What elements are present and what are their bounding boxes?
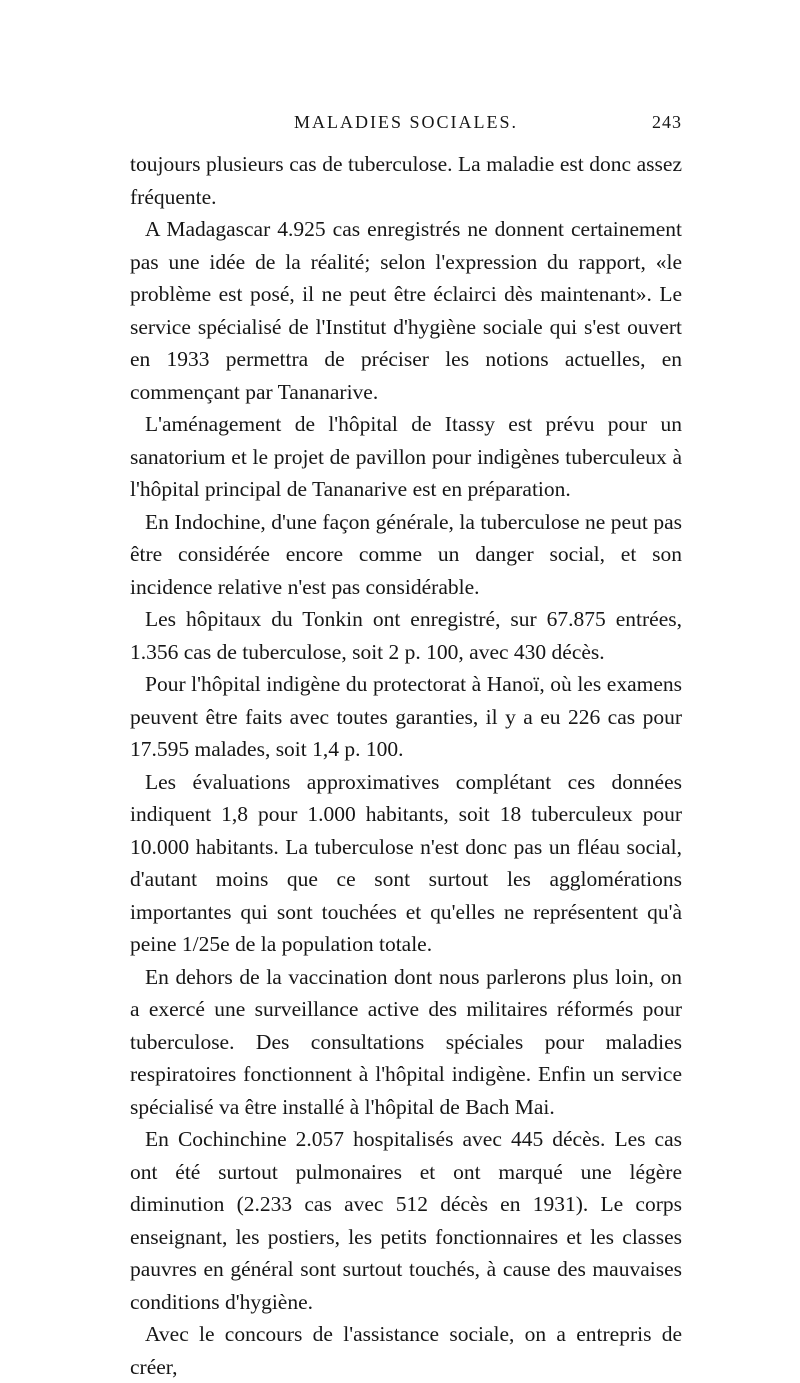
paragraph: L'aménagement de l'hôpital de Itassy est prévu pour un sanatorium et le projet de pavillon pour indigènes tuberculeux à l'hôpital principal de Tananarive est en préparation.: [130, 412, 682, 501]
paragraph: Les évaluations approximatives complétant ces données indiquent 1,8 pour 1.000 habitants, soit 18 tuberculeux pour 10.000 habitants. La tuberculose n'est donc pas un fléau social, d'autant moins que ce sont surtout les agglomérations importantes qui sont touchées et qu'elles ne représentent qu'à peine 1/25e de la population totale.: [130, 769, 682, 956]
paragraph: Les hôpitaux du Tonkin ont enregistré, sur 67.875 entrées, 1.356 cas de tuberculose, soit 2 p. 100, avec 430 décès.: [130, 607, 682, 664]
paragraph: Pour l'hôpital indigène du protectorat à Hanoï, où les examens peuvent être faits avec toutes garanties, il y a eu 226 cas pour 17.595 malades, soit 1,4 p. 100.: [130, 672, 682, 761]
page-number: 243: [652, 112, 682, 132]
paragraph: En Cochinchine 2.057 hospitalisés avec 445 décès. Les cas ont été surtout pulmonaires et ont marqué une légère diminution (2.233 cas avec 512 décès en 1931). Le corps enseignant, les postiers, les petits fonctionnaires et les classes pauvres en général sont surtout touchés, à cause des mauvaises conditions d'hygiène.: [130, 1127, 682, 1314]
paragraph: En dehors de la vaccination dont nous parlerons plus loin, on a exercé une surveillance active des militaires réformés pour tuberculose. Des consultations spéciales pour maladies respiratoires fonctionnent à l'hôpital indigène. Enfin un service spécialisé va être installé à l'hôpital de Bach Mai.: [130, 964, 682, 1119]
paragraph: A Madagascar 4.925 cas enregistrés ne donnent certainement pas une idée de la réalité; selon l'expression du rapport, «le problème est posé, il ne peut être éclairci dès maintenant». Le service spécialisé de l'Institut d'hygiène sociale qui s'est ouvert en 1933 permettra de préciser les notions actuelles, en commençant par Tananarive.: [130, 217, 682, 404]
running-title: MALADIES SOCIALES.: [293, 112, 518, 132]
paragraph: En Indochine, d'une façon générale, la tuberculose ne peut pas être considérée encore comme un danger social, et son incidence relative n'est pas considérable.: [130, 509, 682, 599]
body-text: [130, 148, 682, 1383]
running-header: [130, 112, 682, 140]
paragraph: toujours plusieurs cas de tuberculose. La maladie est donc assez fréquente.: [130, 152, 682, 209]
paragraph: Avec le concours de l'assistance sociale, on a entrepris de créer,: [130, 1322, 682, 1379]
